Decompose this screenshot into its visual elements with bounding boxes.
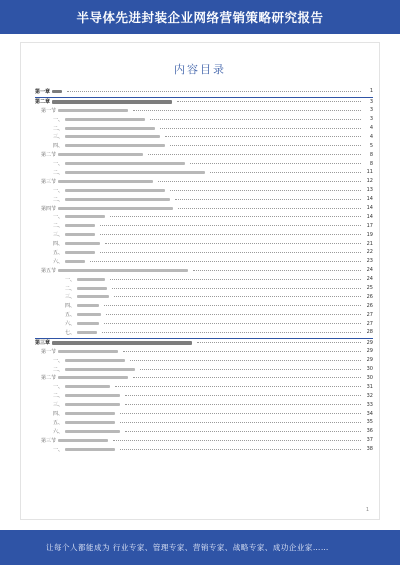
toc-leader-dots <box>105 243 361 244</box>
toc-leader-dots <box>148 154 361 155</box>
toc-entry[interactable] <box>35 284 373 293</box>
toc-leader-dots <box>110 279 361 280</box>
toc-entry-page: 26 <box>366 293 373 300</box>
toc-entry-title-illegible <box>58 439 108 442</box>
toc-entry-page: 26 <box>366 302 373 309</box>
toc-entry-label: 六、 <box>53 258 64 265</box>
toc-leader-dots <box>123 351 361 352</box>
toc-entry-label: 第二节 <box>41 375 57 382</box>
toc-leader-dots <box>190 163 361 164</box>
toc-entry-label: 六、 <box>53 428 64 435</box>
toc-entry-title-illegible <box>65 127 155 130</box>
toc-entry-title-illegible <box>65 162 185 165</box>
toc-entry-label: 一、 <box>53 161 64 168</box>
toc-leader-dots <box>133 377 361 378</box>
toc-entry-page: 21 <box>366 240 373 247</box>
toc-entry-page: 36 <box>366 428 373 435</box>
toc-entry-label: 三、 <box>53 134 64 141</box>
toc-entry[interactable] <box>35 356 373 365</box>
toc-leader-dots <box>100 252 361 253</box>
toc-entry-page: 38 <box>366 446 373 453</box>
toc-entry-title-illegible <box>58 109 128 112</box>
footer-banner <box>0 530 400 565</box>
report-title: 半导体先进封装企业网络营销策略研究报告 <box>76 10 324 25</box>
toc-leader-dots <box>67 91 361 92</box>
toc-entry[interactable] <box>35 338 373 347</box>
toc-leader-dots <box>170 190 361 191</box>
toc-entry[interactable] <box>35 257 373 266</box>
toc-entry-label: 二、 <box>53 125 64 132</box>
toc-entry[interactable] <box>35 328 373 337</box>
toc-entry-title-illegible <box>65 135 160 138</box>
toc-leader-dots <box>133 110 361 111</box>
toc-entry-label: 第三节 <box>41 178 57 185</box>
toc-entry-label: 第一节 <box>41 107 57 114</box>
toc-entry-label: 第一节 <box>41 348 57 355</box>
toc-entry-title-illegible <box>65 430 120 433</box>
toc-leader-dots <box>104 305 361 306</box>
toc-entry-label: 二、 <box>53 196 64 203</box>
toc-entry-page: 3 <box>369 98 373 105</box>
toc-entry-title-illegible <box>65 171 205 174</box>
toc-leader-dots <box>125 404 361 405</box>
header-banner <box>0 0 400 34</box>
toc-entry-title-illegible <box>77 322 99 325</box>
toc-entry-page: 8 <box>369 151 373 158</box>
toc-leader-dots <box>100 234 361 235</box>
toc-entry-label: 五、 <box>53 249 64 256</box>
toc-entry-title-illegible <box>65 260 85 263</box>
toc-leader-dots <box>115 386 361 387</box>
toc-leader-dots <box>177 101 361 102</box>
toc-entry-page: 14 <box>366 213 373 220</box>
toc-entry-page: 4 <box>369 125 373 131</box>
toc-entry-title-illegible <box>65 394 120 397</box>
toc-entry-page: 12 <box>366 178 373 185</box>
toc-entry-page: 19 <box>366 231 373 238</box>
toc-entry[interactable] <box>35 239 373 248</box>
toc-entry[interactable] <box>35 212 373 221</box>
toc-entry-page: 11 <box>366 169 373 176</box>
toc-entry-title-illegible <box>65 224 95 227</box>
toc-entry-title-illegible <box>52 90 62 93</box>
toc-entry-page: 3 <box>369 107 373 114</box>
toc-entry-title-illegible <box>77 295 109 298</box>
toc-entry[interactable] <box>35 418 373 427</box>
toc-entry[interactable] <box>35 186 373 195</box>
toc-entry-label: 二、 <box>53 223 64 230</box>
toc-entry-page: 8 <box>369 160 373 167</box>
toc-leader-dots <box>125 431 361 432</box>
toc-entry[interactable] <box>35 427 373 436</box>
toc-entry-title-illegible <box>58 153 143 156</box>
toc-entry-title-illegible <box>65 242 100 245</box>
toc-entry-page: 23 <box>366 258 373 265</box>
toc-leader-dots <box>130 360 361 361</box>
toc-entry-title-illegible <box>77 278 105 281</box>
toc-entry[interactable] <box>35 141 373 150</box>
toc-entry[interactable] <box>35 221 373 230</box>
toc-entry[interactable] <box>35 106 373 115</box>
toc-entry-page: 32 <box>366 392 373 399</box>
toc-entry-page: 5 <box>369 142 373 149</box>
toc-entry-page: 13 <box>366 187 373 194</box>
toc-leader-dots <box>114 296 361 297</box>
toc-entry-title-illegible <box>65 403 120 406</box>
toc-entry[interactable] <box>35 177 373 186</box>
toc-entry-page: 29 <box>366 357 373 364</box>
document-page <box>20 42 380 520</box>
toc-entry[interactable] <box>35 374 373 383</box>
toc-entry-label: 二、 <box>53 393 64 400</box>
toc-entry[interactable] <box>35 266 373 275</box>
toc-entry[interactable] <box>35 124 373 133</box>
toc-entry[interactable] <box>35 150 373 159</box>
toc-entry-label: 四、 <box>53 411 64 417</box>
toc-entry-title-illegible <box>65 118 145 121</box>
toc-entry-label: 五、 <box>65 312 76 319</box>
toc-entry-page: 14 <box>366 196 373 203</box>
toc-entry-label: 一、 <box>53 214 64 221</box>
toc-entry[interactable] <box>35 400 373 409</box>
toc-entry[interactable] <box>35 391 373 400</box>
toc-entry-title-illegible <box>77 331 97 334</box>
toc-entry-page: 25 <box>366 285 373 292</box>
toc-entry[interactable] <box>35 159 373 168</box>
toc-entry-label: 四、 <box>65 303 76 310</box>
toc-leader-dots <box>210 172 361 173</box>
toc-entry-title-illegible <box>77 304 99 307</box>
toc-entry-page: 1 <box>369 88 373 95</box>
toc-entry-label: 第一章 <box>35 88 51 95</box>
toc-entry-label: 四、 <box>53 143 64 150</box>
toc-entry-label: 六、 <box>65 321 76 328</box>
toc-entry-title-illegible <box>65 189 165 192</box>
toc-leader-dots <box>112 288 361 289</box>
toc-leader-dots <box>197 342 361 343</box>
toc-entry[interactable] <box>35 365 373 374</box>
toc-entry-title-illegible <box>58 376 128 379</box>
toc-leader-dots <box>178 208 361 209</box>
toc-entry-title-illegible <box>58 180 153 183</box>
toc-entry-label: 一、 <box>53 384 64 391</box>
toc-entry-title-illegible <box>65 368 135 371</box>
toc-entry-page: 30 <box>366 366 373 373</box>
toc-leader-dots <box>158 181 361 182</box>
toc-entry-title-illegible <box>65 412 115 415</box>
toc-entry[interactable] <box>35 132 373 141</box>
toc-entry-label: 第四节 <box>41 205 57 212</box>
toc-leader-dots <box>193 270 361 271</box>
toc-entry-page: 28 <box>366 329 373 336</box>
toc-entry-label: 三、 <box>53 232 64 239</box>
toc-entry-title-illegible <box>58 207 173 210</box>
toc-entry-page: 14 <box>366 205 373 212</box>
toc-entry-page: 34 <box>366 410 373 417</box>
toc-entry-label: 第二节 <box>41 152 57 159</box>
toc-entry-title-illegible <box>65 448 115 451</box>
toc-entry-label: 四、 <box>53 241 64 248</box>
toc-entry-title-illegible <box>77 313 101 316</box>
toc-entry-page: 29 <box>366 339 373 346</box>
toc-entry[interactable] <box>35 195 373 204</box>
toc-leader-dots <box>104 323 361 324</box>
toc-entry-page: 33 <box>366 401 373 408</box>
toc-entry-page: 27 <box>366 320 373 327</box>
toc-entry-label: 第二章 <box>35 99 51 106</box>
toc-entry-page: 35 <box>366 419 373 426</box>
footer-slogan: 让每个人都能成为 行业专家、管理专家、营销专家、战略专家、成功企业家…… <box>46 543 329 552</box>
toc-entry[interactable] <box>35 409 373 418</box>
toc-entry-title-illegible <box>52 341 192 344</box>
toc-entry-label: 二、 <box>65 285 76 292</box>
toc-leader-dots <box>160 128 361 129</box>
toc-entry-label: 二、 <box>53 366 64 373</box>
toc-entry[interactable] <box>35 97 373 106</box>
toc-entry-label: 第五节 <box>41 267 57 274</box>
toc-entry-title-illegible <box>65 421 115 424</box>
toc-entry-label: 二、 <box>53 169 64 176</box>
toc-entry-page: 37 <box>366 437 373 444</box>
toc-entry-page: 22 <box>366 249 373 256</box>
toc-entry[interactable] <box>35 204 373 213</box>
toc-entry-label: 一、 <box>53 116 64 123</box>
toc-entry-title-illegible <box>65 359 125 362</box>
toc-entry-title-illegible <box>58 350 118 353</box>
toc-entry-title-illegible <box>52 100 172 103</box>
toc-list <box>35 87 373 454</box>
toc-entry[interactable] <box>35 230 373 239</box>
toc-entry-label: 五、 <box>53 419 64 426</box>
toc-entry-title-illegible <box>77 287 107 290</box>
toc-leader-dots <box>165 136 361 137</box>
toc-entry-label: 三、 <box>65 294 76 301</box>
toc-leader-dots <box>125 395 361 396</box>
toc-leader-dots <box>100 225 361 226</box>
toc-entry-label: 一、 <box>53 446 64 453</box>
toc-entry-label: 一、 <box>53 187 64 194</box>
toc-leader-dots <box>110 216 361 217</box>
toc-entry[interactable] <box>35 115 373 124</box>
toc-leader-dots <box>120 422 361 423</box>
toc-entry[interactable] <box>35 310 373 319</box>
toc-leader-dots <box>113 440 361 441</box>
toc-entry-title-illegible <box>65 144 165 147</box>
toc-leader-dots <box>90 261 361 262</box>
toc-entry[interactable] <box>35 347 373 356</box>
toc-entry-page: 3 <box>369 116 373 123</box>
toc-entry-label: 第三节 <box>41 437 57 444</box>
toc-entry-title-illegible <box>65 233 95 236</box>
toc-entry-page: 31 <box>366 383 373 390</box>
toc-entry-title-illegible <box>65 385 110 388</box>
toc-entry[interactable] <box>35 319 373 328</box>
toc-entry-label: 一、 <box>53 357 64 364</box>
toc-entry-label: 三、 <box>53 402 64 409</box>
toc-entry[interactable] <box>35 445 373 454</box>
toc-entry-label: 第三章 <box>35 340 51 347</box>
toc-entry-page: 29 <box>366 348 373 355</box>
toc-entry[interactable] <box>35 436 373 445</box>
toc-entry-page: 27 <box>366 311 373 318</box>
toc-entry[interactable] <box>35 248 373 257</box>
toc-entry-title-illegible <box>65 198 170 201</box>
toc-leader-dots <box>150 119 361 120</box>
toc-leader-dots <box>106 314 361 315</box>
toc-entry-label: 七、 <box>65 329 76 336</box>
toc-entry-title-illegible <box>65 215 105 218</box>
toc-entry-page: 17 <box>366 222 373 229</box>
toc-entry-title-illegible <box>58 269 188 272</box>
toc-entry[interactable] <box>35 87 373 96</box>
toc-entry-label: 一、 <box>65 276 76 283</box>
toc-entry-page: 24 <box>366 267 373 274</box>
toc-leader-dots <box>102 332 361 333</box>
toc-entry-page: 30 <box>366 374 373 381</box>
toc-entry-page: 24 <box>366 276 373 283</box>
toc-leader-dots <box>175 199 361 200</box>
toc-entry-title-illegible <box>65 251 95 254</box>
toc-entry[interactable] <box>35 292 373 301</box>
page-number: 1 <box>365 507 369 513</box>
toc-heading: 内容目录 <box>174 63 226 76</box>
toc-leader-dots <box>140 369 361 370</box>
toc-entry[interactable] <box>35 275 373 284</box>
toc-leader-dots <box>170 145 361 146</box>
toc-leader-dots <box>120 449 361 450</box>
toc-entry[interactable] <box>35 382 373 391</box>
toc-entry-page: 4 <box>369 133 373 140</box>
toc-leader-dots <box>120 413 361 414</box>
toc-entry[interactable] <box>35 168 373 177</box>
toc-entry[interactable] <box>35 301 373 310</box>
